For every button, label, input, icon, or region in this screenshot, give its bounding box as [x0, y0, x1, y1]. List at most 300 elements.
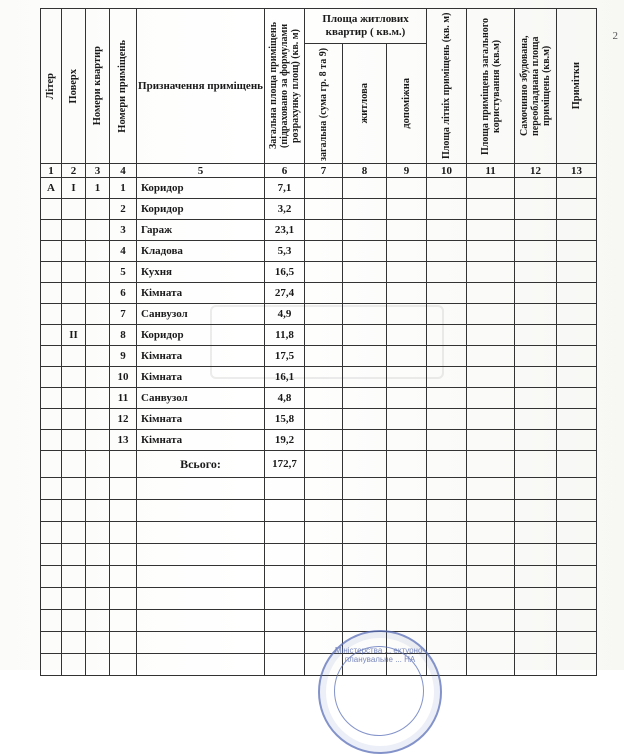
row-room-name: Кімната	[137, 283, 265, 304]
empty-cell	[343, 522, 387, 544]
row-room-number: 4	[110, 241, 137, 262]
empty-cell	[515, 283, 557, 304]
colnum: 10	[427, 164, 467, 178]
empty-cell	[427, 304, 467, 325]
empty-cell	[427, 346, 467, 367]
row-floor	[62, 409, 86, 430]
colnum: 5	[137, 164, 265, 178]
empty-cell	[427, 566, 467, 588]
table-row	[41, 178, 597, 199]
empty-cell	[305, 588, 343, 610]
row-room-number: 10	[110, 367, 137, 388]
row-floor: II	[62, 325, 86, 346]
row-room-number: 13	[110, 430, 137, 451]
empty-cell	[467, 588, 515, 610]
empty-cell	[515, 632, 557, 654]
empty-cell	[467, 654, 515, 676]
empty-cell	[557, 262, 597, 283]
total-area: 172,7	[265, 451, 305, 478]
row-apartment	[86, 409, 110, 430]
row-apartment	[86, 220, 110, 241]
area-table-sheet	[40, 8, 600, 670]
empty-cell	[467, 178, 515, 199]
empty-cell	[387, 262, 427, 283]
empty-cell	[265, 478, 305, 500]
empty-cell	[557, 430, 597, 451]
empty-cell	[343, 566, 387, 588]
row-area: 15,8	[265, 409, 305, 430]
row-area: 17,5	[265, 346, 305, 367]
empty-cell	[41, 632, 62, 654]
colnum: 8	[343, 164, 387, 178]
row-floor	[62, 241, 86, 262]
empty-cell	[387, 544, 427, 566]
empty-cell	[467, 610, 515, 632]
empty-rows	[41, 478, 597, 676]
colnum: 9	[387, 164, 427, 178]
empty-cell	[515, 588, 557, 610]
row-room-number: 9	[110, 346, 137, 367]
row-area: 23,1	[265, 220, 305, 241]
empty-cell	[557, 199, 597, 220]
empty-cell	[343, 325, 387, 346]
row-apartment	[86, 283, 110, 304]
row-area: 11,8	[265, 325, 305, 346]
empty-cell	[387, 367, 427, 388]
blank-row	[41, 654, 597, 676]
empty-cell	[41, 654, 62, 676]
empty-cell	[305, 178, 343, 199]
row-apartment	[86, 388, 110, 409]
empty-cell	[427, 388, 467, 409]
column-number-row	[41, 164, 597, 178]
empty-cell	[41, 522, 62, 544]
row-liter	[41, 304, 62, 325]
header-notes: Примітки	[557, 9, 597, 164]
empty-cell	[467, 346, 515, 367]
row-room-number: 3	[110, 220, 137, 241]
empty-cell	[467, 241, 515, 262]
empty-cell	[427, 199, 467, 220]
empty-cell	[62, 632, 86, 654]
empty-cell	[467, 522, 515, 544]
empty-cell	[387, 283, 427, 304]
row-floor: I	[62, 178, 86, 199]
empty-cell	[86, 654, 110, 676]
empty-cell	[110, 478, 137, 500]
empty-cell	[557, 304, 597, 325]
empty-cell	[515, 566, 557, 588]
empty-cell	[515, 522, 557, 544]
row-room-name: Гараж	[137, 220, 265, 241]
row-room-name: Кімната	[137, 367, 265, 388]
total-label: Всього:	[137, 451, 265, 478]
empty-cell	[305, 500, 343, 522]
empty-cell	[305, 544, 343, 566]
empty-cell	[515, 388, 557, 409]
row-apartment	[86, 367, 110, 388]
empty-cell	[343, 220, 387, 241]
empty-cell	[557, 346, 597, 367]
empty-cell	[343, 409, 387, 430]
empty-cell	[467, 566, 515, 588]
empty-cell	[557, 241, 597, 262]
empty-cell	[110, 610, 137, 632]
empty-cell	[467, 478, 515, 500]
empty-cell	[343, 199, 387, 220]
empty-cell	[467, 304, 515, 325]
empty-cell	[110, 632, 137, 654]
empty-cell	[557, 388, 597, 409]
stamp-text: Міністерства ... ектурно-планувальне ... НА	[334, 646, 426, 664]
row-floor	[62, 199, 86, 220]
row-apartment	[86, 199, 110, 220]
edge-mark: 2	[612, 30, 618, 42]
row-area: 4,9	[265, 304, 305, 325]
empty-cell	[467, 500, 515, 522]
empty-cell	[427, 610, 467, 632]
table-row	[41, 367, 597, 388]
empty-cell	[305, 522, 343, 544]
row-liter	[41, 241, 62, 262]
empty-cell	[343, 478, 387, 500]
row-room-number: 7	[110, 304, 137, 325]
row-floor	[62, 262, 86, 283]
empty-cell	[137, 500, 265, 522]
empty-cell	[86, 500, 110, 522]
empty-cell	[515, 430, 557, 451]
empty-cell	[387, 588, 427, 610]
empty-cell	[86, 632, 110, 654]
empty-cell	[86, 566, 110, 588]
empty-cell	[557, 588, 597, 610]
empty-cell	[467, 544, 515, 566]
header-row	[41, 9, 597, 44]
row-room-number: 1	[110, 178, 137, 199]
header-apartments: Номери квартир	[86, 9, 110, 164]
table-row	[41, 283, 597, 304]
empty-cell	[305, 220, 343, 241]
official-stamp	[318, 630, 442, 754]
empty-cell	[467, 283, 515, 304]
empty-cell	[557, 566, 597, 588]
table-row	[41, 241, 597, 262]
row-area: 19,2	[265, 430, 305, 451]
row-floor	[62, 367, 86, 388]
row-apartment	[86, 241, 110, 262]
row-apartment	[86, 430, 110, 451]
empty-cell	[427, 409, 467, 430]
empty-cell	[427, 262, 467, 283]
header-total-area: Загальна площа приміщень (підраховано за формулами розрахунку площ) (кв. м)	[265, 9, 305, 164]
table-row	[41, 199, 597, 220]
empty-cell	[137, 632, 265, 654]
empty-cell	[557, 220, 597, 241]
table-row	[41, 388, 597, 409]
empty-cell	[515, 500, 557, 522]
colnum: 11	[467, 164, 515, 178]
blank-row	[41, 610, 597, 632]
empty-cell	[305, 388, 343, 409]
table-row	[41, 325, 597, 346]
colnum: 1	[41, 164, 62, 178]
empty-cell	[86, 478, 110, 500]
empty-cell	[557, 367, 597, 388]
empty-cell	[515, 478, 557, 500]
empty-cell	[557, 544, 597, 566]
empty-cell	[515, 220, 557, 241]
empty-cell	[557, 478, 597, 500]
table-row	[41, 346, 597, 367]
empty-cell	[427, 478, 467, 500]
room-rows	[41, 178, 597, 451]
empty-cell	[557, 283, 597, 304]
empty-cell	[427, 588, 467, 610]
empty-cell	[62, 544, 86, 566]
empty-cell	[137, 566, 265, 588]
row-liter	[41, 283, 62, 304]
row-liter	[41, 325, 62, 346]
empty-cell	[265, 522, 305, 544]
empty-cell	[427, 220, 467, 241]
empty-cell	[427, 430, 467, 451]
empty-cell	[62, 522, 86, 544]
empty-cell	[387, 325, 427, 346]
empty-cell	[343, 262, 387, 283]
row-room-name: Санвузол	[137, 304, 265, 325]
row-room-name: Коридор	[137, 178, 265, 199]
area-table	[40, 8, 597, 676]
empty-cell	[86, 522, 110, 544]
empty-cell	[265, 654, 305, 676]
empty-cell	[515, 304, 557, 325]
empty-cell	[137, 588, 265, 610]
row-apartment	[86, 325, 110, 346]
empty-cell	[137, 654, 265, 676]
empty-cell	[343, 346, 387, 367]
empty-cell	[557, 610, 597, 632]
colnum: 3	[86, 164, 110, 178]
empty-cell	[557, 178, 597, 199]
empty-cell	[305, 325, 343, 346]
empty-cell	[305, 367, 343, 388]
header-unauthorized-area: Самочинно збудована, переобладнана площа приміщень (кв.м)	[515, 9, 557, 164]
empty-cell	[41, 500, 62, 522]
blank-row	[41, 566, 597, 588]
empty-cell	[110, 522, 137, 544]
row-room-name: Санвузол	[137, 388, 265, 409]
row-room-number: 11	[110, 388, 137, 409]
empty-cell	[305, 283, 343, 304]
row-liter	[41, 409, 62, 430]
empty-cell	[305, 409, 343, 430]
row-floor	[62, 430, 86, 451]
empty-cell	[387, 522, 427, 544]
row-room-name: Кімната	[137, 346, 265, 367]
empty-cell	[427, 522, 467, 544]
row-liter: А	[41, 178, 62, 199]
empty-cell	[343, 388, 387, 409]
header-summer-area: Площа літніх приміщень (кв. м)	[427, 9, 467, 164]
empty-cell	[343, 544, 387, 566]
empty-cell	[86, 610, 110, 632]
empty-cell	[62, 654, 86, 676]
empty-cell	[343, 304, 387, 325]
header-room-numbers: Номери приміщень	[110, 9, 137, 164]
empty-cell	[86, 544, 110, 566]
row-room-number: 2	[110, 199, 137, 220]
empty-cell	[86, 588, 110, 610]
empty-cell	[305, 430, 343, 451]
empty-cell	[557, 654, 597, 676]
empty-cell	[265, 500, 305, 522]
colnum: 12	[515, 164, 557, 178]
colnum: 13	[557, 164, 597, 178]
colnum: 7	[305, 164, 343, 178]
empty-cell	[41, 610, 62, 632]
header-living-group: Площа житлових квартир ( кв.м.)	[305, 9, 427, 44]
row-room-number: 8	[110, 325, 137, 346]
empty-cell	[427, 178, 467, 199]
empty-cell	[515, 346, 557, 367]
empty-cell	[265, 632, 305, 654]
row-floor	[62, 220, 86, 241]
empty-cell	[515, 409, 557, 430]
empty-cell	[427, 325, 467, 346]
row-apartment: 1	[86, 178, 110, 199]
empty-cell	[343, 367, 387, 388]
empty-cell	[467, 409, 515, 430]
empty-cell	[41, 588, 62, 610]
empty-cell	[110, 654, 137, 676]
empty-cell	[110, 500, 137, 522]
empty-cell	[387, 610, 427, 632]
empty-cell	[305, 346, 343, 367]
row-liter	[41, 367, 62, 388]
empty-cell	[305, 262, 343, 283]
empty-cell	[62, 566, 86, 588]
empty-cell	[467, 367, 515, 388]
empty-cell	[265, 544, 305, 566]
empty-cell	[41, 544, 62, 566]
empty-cell	[427, 283, 467, 304]
empty-cell	[515, 178, 557, 199]
row-room-name: Кімната	[137, 409, 265, 430]
row-area: 16,1	[265, 367, 305, 388]
total-row	[41, 451, 597, 478]
empty-cell	[387, 388, 427, 409]
empty-cell	[427, 500, 467, 522]
row-floor	[62, 388, 86, 409]
colnum: 6	[265, 164, 305, 178]
empty-cell	[515, 654, 557, 676]
empty-cell	[387, 304, 427, 325]
row-liter	[41, 220, 62, 241]
table-row	[41, 430, 597, 451]
empty-cell	[515, 610, 557, 632]
header-living-total: загальна (сума гр. 8 та 9)	[305, 44, 343, 164]
header-living-auxiliary: допоміжна	[387, 44, 427, 164]
empty-cell	[387, 566, 427, 588]
row-room-number: 12	[110, 409, 137, 430]
blank-row	[41, 632, 597, 654]
empty-cell	[343, 500, 387, 522]
empty-cell	[467, 220, 515, 241]
empty-cell	[305, 241, 343, 262]
empty-cell	[305, 199, 343, 220]
header-living-residential: житлова	[343, 44, 387, 164]
empty-cell	[427, 632, 467, 654]
empty-cell	[387, 220, 427, 241]
empty-cell	[265, 566, 305, 588]
row-floor	[62, 346, 86, 367]
colnum: 2	[62, 164, 86, 178]
colnum: 4	[110, 164, 137, 178]
empty-cell	[343, 283, 387, 304]
row-area: 7,1	[265, 178, 305, 199]
empty-cell	[305, 478, 343, 500]
header-liter: Літер	[41, 9, 62, 164]
table-row	[41, 262, 597, 283]
empty-cell	[387, 178, 427, 199]
empty-cell	[515, 367, 557, 388]
empty-cell	[387, 241, 427, 262]
empty-cell	[467, 262, 515, 283]
empty-cell	[387, 500, 427, 522]
empty-cell	[110, 566, 137, 588]
row-area: 3,2	[265, 199, 305, 220]
blank-row	[41, 544, 597, 566]
empty-cell	[137, 610, 265, 632]
row-room-name: Кухня	[137, 262, 265, 283]
empty-cell	[62, 478, 86, 500]
blank-row	[41, 500, 597, 522]
blank-row	[41, 522, 597, 544]
row-room-number: 5	[110, 262, 137, 283]
empty-cell	[467, 325, 515, 346]
header-purpose: Призначення приміщень	[137, 9, 265, 164]
row-room-name: Коридор	[137, 325, 265, 346]
empty-cell	[110, 544, 137, 566]
empty-cell	[265, 610, 305, 632]
table-row	[41, 220, 597, 241]
empty-cell	[62, 500, 86, 522]
empty-cell	[467, 388, 515, 409]
row-apartment	[86, 262, 110, 283]
empty-cell	[387, 409, 427, 430]
row-room-name: Кладова	[137, 241, 265, 262]
empty-cell	[557, 522, 597, 544]
row-area: 16,5	[265, 262, 305, 283]
row-room-name: Коридор	[137, 199, 265, 220]
empty-cell	[343, 241, 387, 262]
empty-cell	[343, 178, 387, 199]
empty-cell	[137, 544, 265, 566]
row-liter	[41, 430, 62, 451]
empty-cell	[515, 544, 557, 566]
empty-cell	[62, 610, 86, 632]
empty-cell	[343, 430, 387, 451]
empty-cell	[41, 478, 62, 500]
row-liter	[41, 346, 62, 367]
row-liter	[41, 262, 62, 283]
empty-cell	[427, 544, 467, 566]
empty-cell	[557, 632, 597, 654]
empty-cell	[265, 588, 305, 610]
row-floor	[62, 304, 86, 325]
table-row	[41, 304, 597, 325]
empty-cell	[515, 199, 557, 220]
